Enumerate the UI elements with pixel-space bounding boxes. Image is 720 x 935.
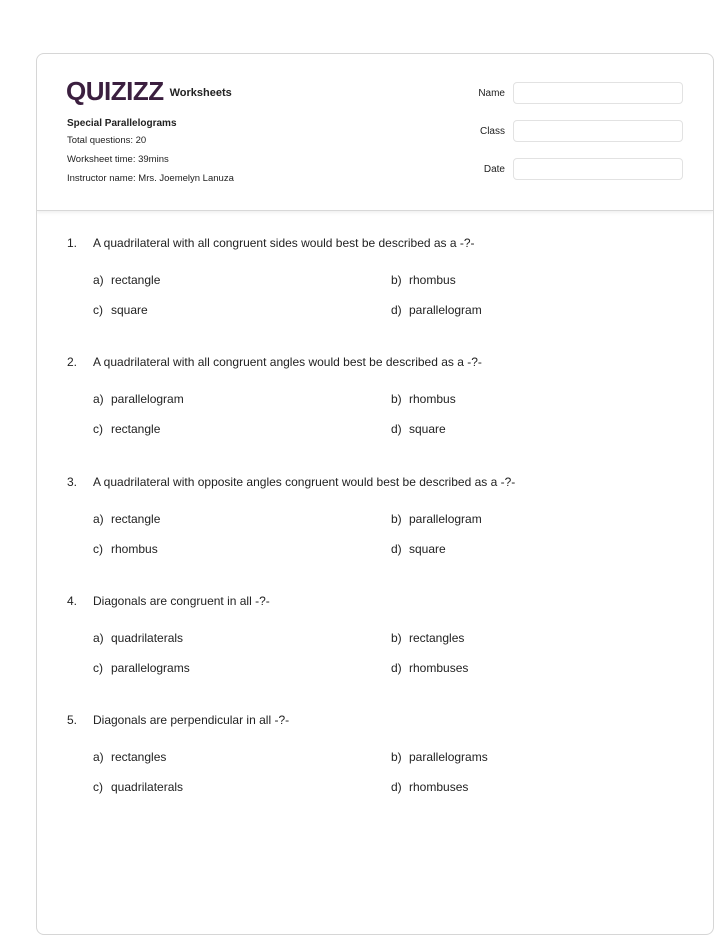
option-letter: b) bbox=[391, 273, 402, 287]
name-field[interactable] bbox=[513, 82, 683, 104]
option-b bbox=[391, 392, 456, 406]
question-number: 4. bbox=[67, 594, 78, 608]
option-letter: d) bbox=[391, 542, 402, 556]
option-letter: a) bbox=[93, 273, 104, 287]
option-b bbox=[391, 631, 464, 645]
question-text bbox=[67, 475, 687, 489]
brand-sub-label: Worksheets bbox=[169, 86, 232, 99]
question-prompt: A quadrilateral with all congruent sides would best be described as a -?- bbox=[93, 236, 475, 250]
option-a bbox=[93, 750, 166, 764]
option-a bbox=[93, 631, 183, 645]
worksheet-header bbox=[37, 54, 713, 211]
option-letter: a) bbox=[93, 392, 104, 406]
option-letter: a) bbox=[93, 750, 104, 764]
option-letter: b) bbox=[391, 750, 402, 764]
option-d bbox=[391, 661, 468, 675]
option-text: rhombus bbox=[111, 542, 158, 556]
question-prompt: Diagonals are perpendicular in all -?- bbox=[93, 713, 290, 727]
question-number: 1. bbox=[67, 236, 78, 250]
option-text: square bbox=[409, 422, 446, 436]
option-text: rhombuses bbox=[409, 780, 469, 794]
option-text: square bbox=[111, 303, 148, 317]
question-4 bbox=[67, 594, 687, 675]
class-label: Class bbox=[479, 125, 505, 137]
option-letter: c) bbox=[93, 542, 103, 556]
option-letter: d) bbox=[391, 422, 402, 436]
question-number: 5. bbox=[67, 713, 78, 727]
worksheet-page bbox=[36, 53, 714, 935]
date-label: Date bbox=[483, 163, 505, 175]
instructor-name: Instructor name: Mrs. Joemelyn Lanuza bbox=[67, 173, 234, 184]
option-text: quadrilaterals bbox=[111, 631, 184, 645]
question-text bbox=[67, 594, 687, 608]
brand bbox=[66, 76, 232, 107]
option-letter: a) bbox=[93, 631, 104, 645]
option-text: parallelograms bbox=[111, 661, 190, 675]
quizizz-logo: QUIZIZZ bbox=[66, 76, 164, 106]
total-questions: Total questions: 20 bbox=[67, 135, 147, 146]
question-2 bbox=[67, 355, 687, 436]
question-text bbox=[67, 713, 687, 727]
question-3 bbox=[67, 475, 687, 556]
option-letter: a) bbox=[93, 512, 104, 526]
option-letter: b) bbox=[391, 392, 402, 406]
class-field[interactable] bbox=[513, 120, 683, 142]
option-b bbox=[391, 273, 456, 287]
option-text: square bbox=[409, 542, 446, 556]
option-letter: b) bbox=[391, 631, 402, 645]
option-c bbox=[93, 422, 160, 436]
name-row bbox=[455, 82, 683, 104]
option-text: rectangles bbox=[111, 750, 167, 764]
option-b bbox=[391, 512, 482, 526]
question-number: 2. bbox=[67, 355, 78, 369]
option-a bbox=[93, 392, 184, 406]
option-c bbox=[93, 542, 158, 556]
question-5 bbox=[67, 713, 687, 794]
question-prompt: A quadrilateral with all congruent angles would best be described as a -?- bbox=[93, 355, 482, 369]
option-letter: c) bbox=[93, 422, 103, 436]
name-label: Name bbox=[478, 87, 505, 99]
option-text: rectangles bbox=[409, 631, 465, 645]
question-text bbox=[67, 355, 687, 369]
worksheet-time: Worksheet time: 39mins bbox=[67, 154, 169, 165]
class-row bbox=[455, 120, 683, 142]
date-row bbox=[455, 158, 683, 180]
option-text: rhombuses bbox=[409, 661, 469, 675]
option-letter: c) bbox=[93, 661, 103, 675]
option-letter: b) bbox=[391, 512, 402, 526]
option-a bbox=[93, 512, 160, 526]
option-d bbox=[391, 422, 446, 436]
option-letter: d) bbox=[391, 661, 402, 675]
option-text: quadrilaterals bbox=[111, 780, 184, 794]
worksheet-meta bbox=[67, 117, 234, 191]
option-text: rhombus bbox=[409, 273, 456, 287]
option-d bbox=[391, 542, 446, 556]
question-prompt: A quadrilateral with opposite angles congruent would best be described as a -?- bbox=[93, 475, 516, 489]
option-letter: c) bbox=[93, 780, 103, 794]
option-text: parallelogram bbox=[409, 303, 482, 317]
option-text: parallelograms bbox=[409, 750, 488, 764]
date-field[interactable] bbox=[513, 158, 683, 180]
option-text: rectangle bbox=[111, 273, 161, 287]
option-text: rhombus bbox=[409, 392, 456, 406]
question-text bbox=[67, 236, 687, 250]
question-number: 3. bbox=[67, 475, 78, 489]
option-a bbox=[93, 273, 160, 287]
option-c bbox=[93, 303, 148, 317]
option-text: rectangle bbox=[111, 512, 161, 526]
option-text: parallelogram bbox=[409, 512, 482, 526]
question-1 bbox=[67, 236, 687, 317]
option-text: parallelogram bbox=[111, 392, 184, 406]
option-c bbox=[93, 780, 183, 794]
option-b bbox=[391, 750, 488, 764]
option-c bbox=[93, 661, 190, 675]
option-d bbox=[391, 303, 482, 317]
worksheet-title: Special Parallelograms bbox=[67, 118, 177, 129]
option-letter: c) bbox=[93, 303, 103, 317]
option-d bbox=[391, 780, 468, 794]
option-text: rectangle bbox=[111, 422, 161, 436]
option-letter: d) bbox=[391, 780, 402, 794]
question-prompt: Diagonals are congruent in all -?- bbox=[93, 594, 270, 608]
option-letter: d) bbox=[391, 303, 402, 317]
